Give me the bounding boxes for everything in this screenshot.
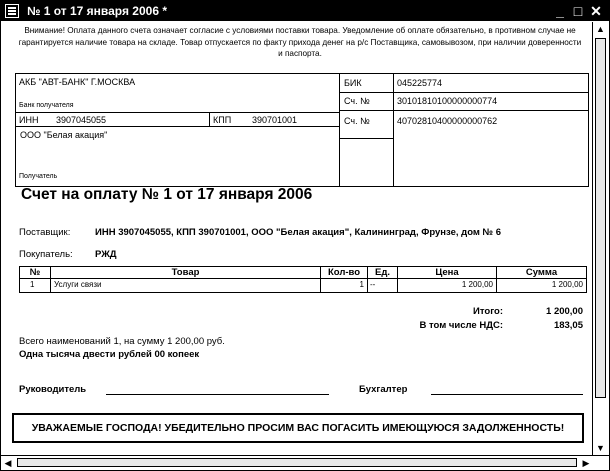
scroll-right-icon[interactable]: ▶ [582, 458, 590, 468]
account-value: 40702810400000000762 [397, 116, 498, 126]
supplier-label: Поставщик: [19, 227, 71, 238]
items-count-line: Всего наименований 1, на сумму 1 200,00 руб. [19, 336, 225, 347]
inn-label: ИНН [19, 115, 39, 125]
vat-value: 183,05 [553, 320, 583, 331]
kpp-label: КПП [213, 115, 232, 125]
scroll-down-icon[interactable]: ▼ [596, 443, 605, 453]
maximize-button[interactable]: □ [573, 3, 583, 19]
buyer-label: Покупатель: [19, 249, 73, 260]
scroll-up-icon[interactable]: ▲ [596, 24, 605, 34]
corr-account-value: 30101810100000000774 [397, 96, 498, 106]
col-header-unit: Ед. [374, 267, 390, 278]
item-unit: -- [370, 280, 376, 289]
buyer-value: РЖД [95, 249, 117, 260]
bank-details-table [15, 73, 589, 187]
corr-account-label: Сч. № [344, 96, 370, 106]
recipient-bank-caption: Банк получателя [19, 102, 74, 109]
minimize-button[interactable]: _ [556, 3, 564, 19]
account-label: Сч. № [344, 116, 370, 126]
col-header-number: № [29, 267, 41, 278]
item-name: Услуги связи [54, 280, 102, 289]
debt-reminder-banner: УВАЖАЕМЫЕ ГОСПОДА! УБЕДИТЕЛЬНО ПРОСИМ ВАС ПОГАСИТЬ ИМЕЮЩУЮСЯ ЗАДОЛЖЕННОСТЬ! [12, 413, 584, 443]
item-sum: 1 200,00 [551, 280, 583, 289]
recipient-name: ООО "Белая акация" [20, 130, 108, 140]
inn-value: 3907045055 [56, 115, 107, 125]
bik-label: БИК [344, 78, 362, 88]
item-price: 1 200,00 [461, 280, 493, 289]
vertical-scrollbar[interactable] [592, 22, 609, 455]
supplier-value: ИНН 3907045055, КПП 390701001, ООО "Белая акация", Калининград, Фрунзе, дом № 6 [95, 227, 502, 238]
close-button[interactable]: ✕ [590, 3, 602, 19]
item-qty: 1 [359, 280, 364, 289]
vertical-scroll-thumb[interactable] [595, 38, 606, 398]
invoice-document [3, 22, 591, 455]
total-label: Итого: [473, 306, 503, 317]
col-header-price: Цена [435, 267, 459, 278]
kpp-value: 390701001 [252, 115, 298, 125]
accountant-signature-label: Бухгалтер [359, 384, 408, 395]
vat-label: В том числе НДС: [419, 320, 503, 331]
payment-notice: Внимание! Оплата данного счета означает согласие с условиями поставки товара. Уведомление об оплате обязательно, в противном случае не гарантируется наличие товара на складе. Товар отпускается по факту прихода денег на р/с Поставщика, самовывозом, при наличии доверенности и паспорта. [18, 26, 582, 58]
bik-value: 045225774 [397, 78, 443, 88]
items-table [19, 266, 587, 293]
scroll-left-icon[interactable]: ◀ [4, 458, 12, 468]
recipient-caption: Получатель [19, 173, 58, 180]
document-icon[interactable] [5, 4, 19, 18]
col-header-product: Товар [171, 267, 200, 278]
col-header-qty: Кол-во [327, 267, 361, 278]
accountant-signature-line [431, 394, 583, 395]
horizontal-scrollbar[interactable] [1, 455, 609, 470]
window-title: № 1 от 17 января 2006 * [27, 4, 167, 18]
total-value: 1 200,00 [546, 306, 583, 317]
amount-in-words: Одна тысяча двести рублей 00 копеек [19, 349, 200, 360]
head-signature-line [106, 394, 329, 395]
col-header-sum: Сумма [525, 267, 558, 278]
head-signature-label: Руководитель [19, 384, 87, 395]
bank-name: АКБ "АВТ-БАНК" Г.МОСКВА [19, 77, 136, 87]
item-number: 1 [30, 280, 35, 289]
horizontal-scroll-thumb[interactable] [17, 458, 577, 467]
invoice-title: Счет на оплату № 1 от 17 января 2006 [21, 186, 313, 203]
title-bar[interactable] [1, 1, 609, 21]
